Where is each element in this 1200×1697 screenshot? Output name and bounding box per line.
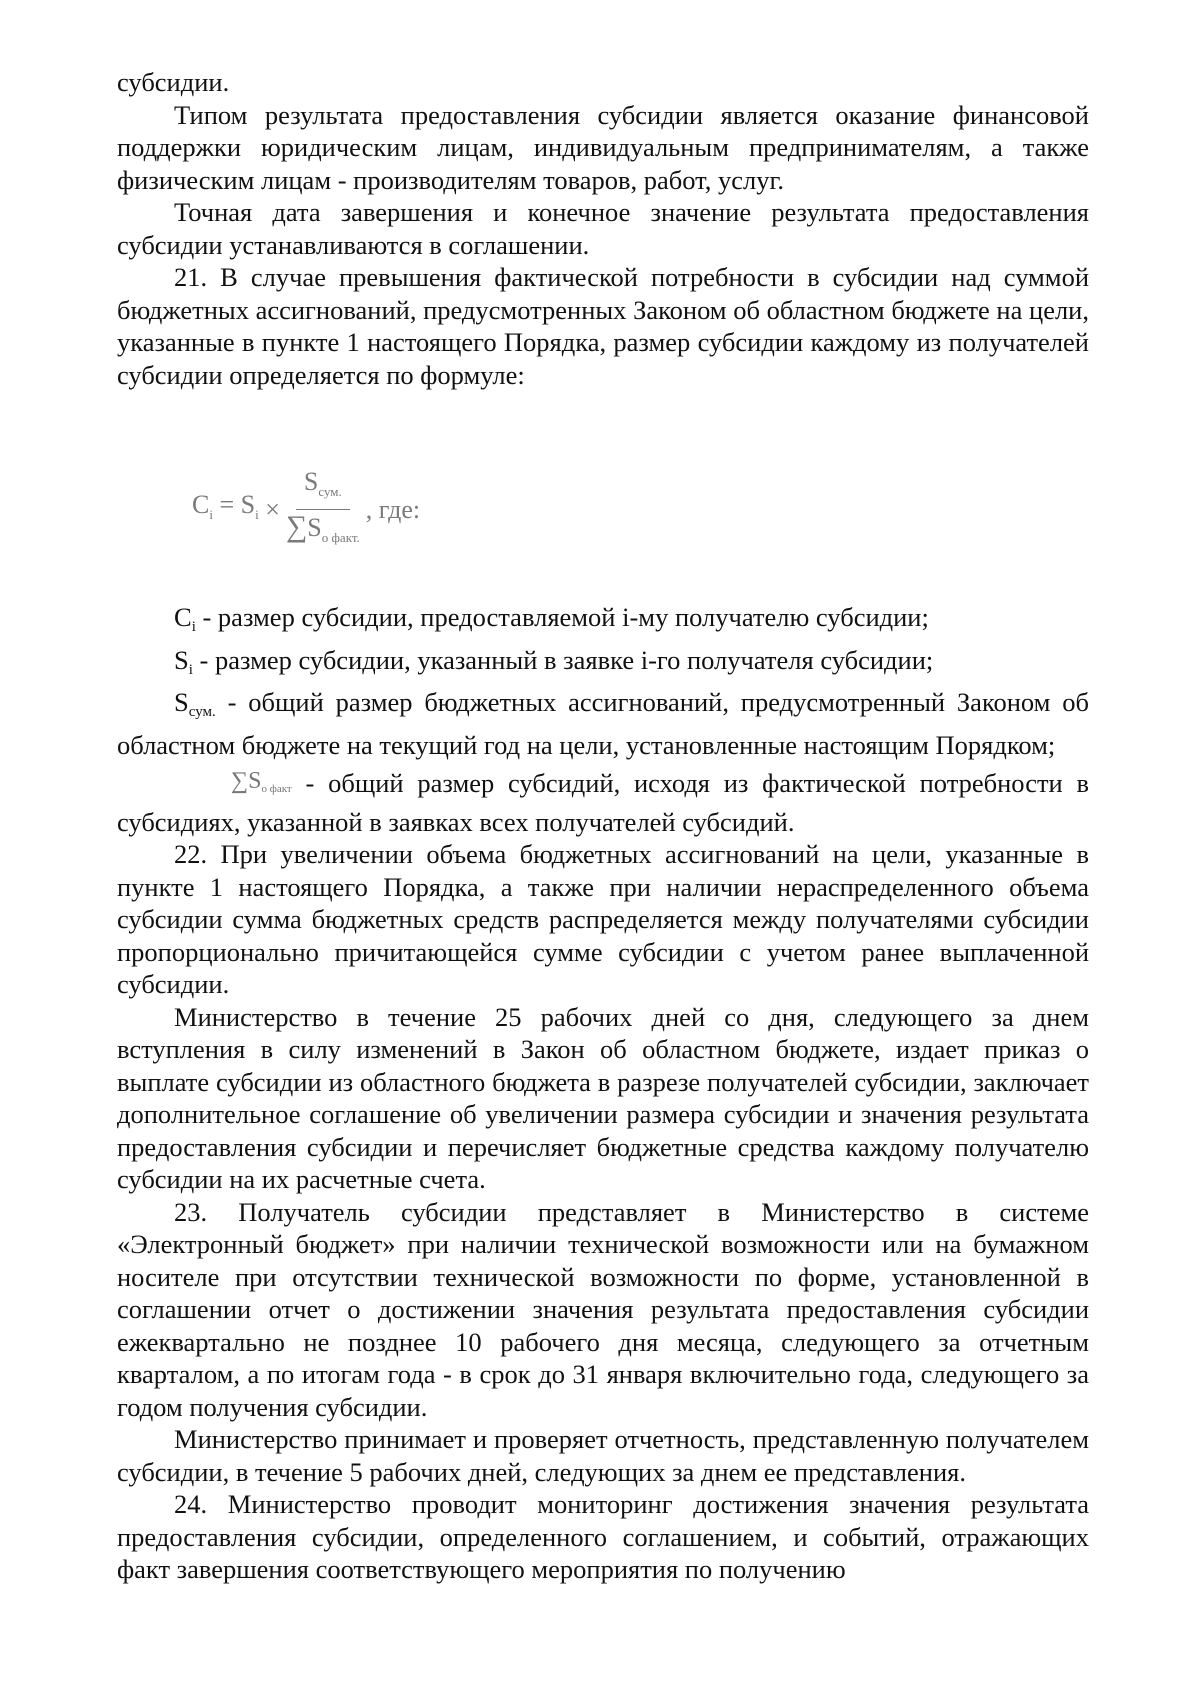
paragraph-21: 21. В случае превышения фактической потребности в субсидии над суммой бюджетных ассигнований, предусмотренных Законом об областном бюджете на цели, указанные в пункте 1 настоящего Порядка, размер субсидии каждому из получателей субсидии определяется по формуле: <box>117 262 1089 390</box>
formula-block <box>117 391 1089 601</box>
formula-lhs: $C_i$ <box>192 490 213 522</box>
formula-si: = $S_i$ <box>219 490 259 522</box>
formula-numerator: $S_{сум.}$ <box>296 469 350 510</box>
formula-definitions <box>117 601 1089 838</box>
paragraph-24: 24. Министерство проводит мониторинг достижения значения результата предоставления субсидии, определенного соглашением, и событий, отражающих факт завершения соответствующего мероприятия по получению <box>117 1489 1089 1584</box>
subsidy-formula <box>192 469 420 551</box>
formula-tail: , где: <box>365 495 421 524</box>
formula-fraction <box>286 469 360 551</box>
formula-denominator: $\sum S_{о факт.}$ <box>285 510 360 545</box>
definition-si: Si - размер субсидии, указанный в заявке i-го получателя субсидии; <box>174 644 934 678</box>
paragraph-completion-date: Точная дата завершения и конечное значение результата предоставления субсидии устанавливаются в соглашении. <box>117 197 1089 260</box>
definition-sum-fact: $\sum S_{о факт}$ - общий размер субсидий, исходя из фактической потребности в субсидиях, указанной в заявках всех получателей субсидий. <box>117 765 1089 838</box>
definition-ci: Ci - размер субсидии, предоставляемой i-му получателю субсидии; <box>174 602 929 635</box>
formula-times: × <box>265 495 280 524</box>
paragraph-result-type: Типом результата предоставления субсидии является оказание финансовой поддержки юридическим лицам, индивидуальным предпринимателям, а также физическим лицам - производителям товаров, работ, услуг. <box>117 99 1089 195</box>
paragraph-continuation: субсидии. <box>117 67 230 97</box>
paragraph-22-ministry: Министерство в течение 25 рабочих дней со дня, следующего за днем вступления в силу изменений в Закон об областном бюджете, издает приказ о выплате субсидии из областного бюджета в разрезе получателей субсидии, заключает дополнительное соглашение об увеличении размера субсидии и значения результата предоставления субсидии и перечисляет бюджетные средства каждому получателю субсидии на их расчетные счета. <box>117 1001 1089 1194</box>
paragraph-23-ministry: Министерство принимает и проверяет отчетность, представленную получателем субсидии, в течение 5 рабочих дней, следующих за днем ее представления. <box>117 1424 1089 1487</box>
sum-symbol: $\sum S_{о факт}$ <box>231 768 292 795</box>
paragraph-22: 22. При увеличении объема бюджетных ассигнований на цели, указанные в пункте 1 настоящего Порядка, а также при наличии нераспределенного объема субсидии сумма бюджетных средств распределяется между получателями субсидии пропорционально причитающейся сумме субсидии с учетом ранее выплаченной субсидии. <box>117 839 1089 999</box>
paragraph-23: 23. Получатель субсидии представляет в Министерство в системе «Электронный бюджет» при наличии технической возможности или на бумажном носителе при отсутствии технической возможности по форме, установленной в соглашении отчет о достижении значения результата предоставления субсидии ежеквартально не позднее 10 рабочего дня месяца, следующего за отчетным кварталом, а по итогам года - в срок до 31 января включительно года, следующего за годом получения субсидии. <box>117 1196 1089 1422</box>
definition-ssum: Sсум. - общий размер бюджетных ассигнований, предусмотренный Законом об областном бюджете на текущий год на цели, установленные настоящим Порядком; <box>117 687 1089 760</box>
document-body <box>117 66 1089 1586</box>
